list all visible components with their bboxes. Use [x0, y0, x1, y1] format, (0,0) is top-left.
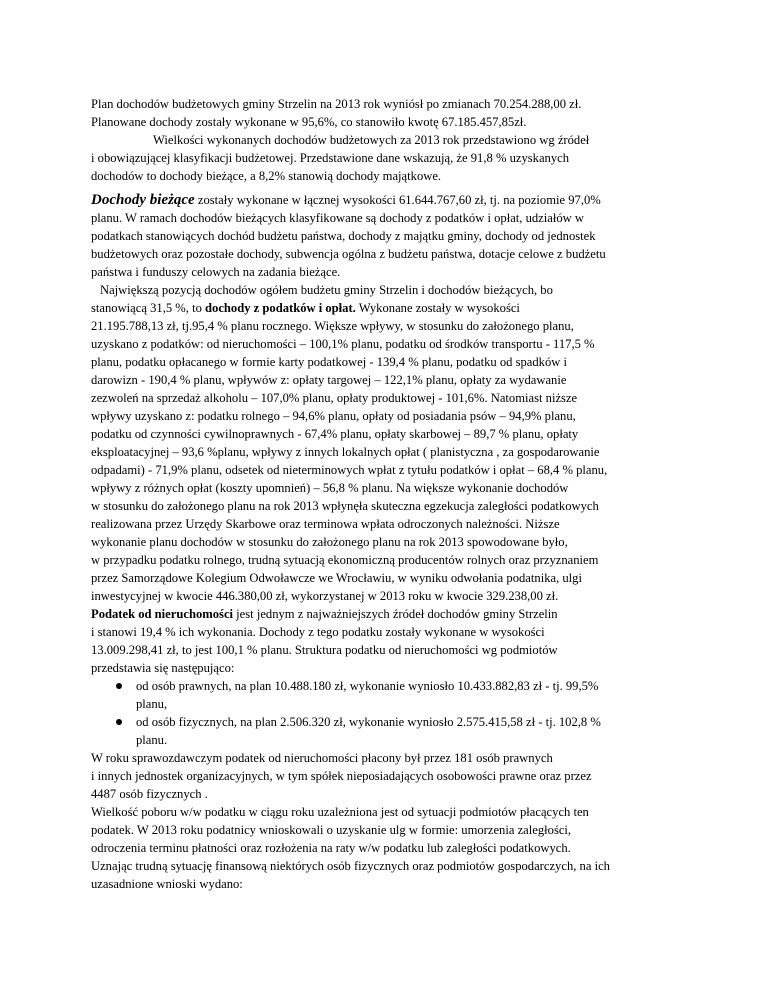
text-span: Wykonane zostały w wysokości	[355, 301, 520, 315]
bullet-icon	[116, 719, 122, 725]
text-line: Wielkości wykonanych dochodów budżetowych za 2013 rok przedstawiono wg źródeł	[153, 133, 590, 147]
list-item: planu,	[136, 697, 168, 711]
text-line: odroczenia terminu płatności oraz rozłożenia na raty w/w podatku lub zaległości podatkowych.	[91, 841, 571, 855]
text-line: przedstawia się następująco:	[91, 661, 235, 675]
text-line: 13.009.298,41 zł, to jest 100,1 % planu. Struktura podatku od nieruchomości wg podmiotów	[91, 643, 558, 657]
emphasis-text: Podatek od nieruchomości	[91, 607, 234, 621]
text-line	[91, 299, 520, 317]
bullet-icon	[116, 683, 122, 689]
text-line: Plan dochodów budżetowych gminy Strzelin na 2013 rok wyniósł po zmianach 70.254.288,00 zł.	[91, 97, 582, 111]
text-line: i innych jednostek organizacyjnych, w tym spółek nieposiadających osobowości prawne oraz przez	[91, 769, 592, 783]
text-line: Największą pozycją dochodów ogółem budżetu gminy Strzelin i dochodów bieżących, bo	[100, 283, 553, 297]
text-line: planu, podatku opłacanego w formie karty podatkowej - 139,4 % planu, podatku od spadków i	[91, 355, 568, 369]
text-line: realizowana przez Urzędy Skarbowe oraz terminowa wpłata odroczonych należności. Niższe	[91, 517, 560, 531]
list-item: od osób fizycznych, na plan 2.506.320 zł, wykonanie wyniosło 2.575.415,58 zł - tj. 102,8 %	[136, 715, 601, 729]
text-span: zostały wykonane w łącznej wysokości 61.644.767,60 zł, tj. na poziomie 97,0%	[194, 193, 601, 207]
text-line: podatkach stanowiących dochód budżetu państwa, dochody z majątku gminy, dochody od jednostek	[91, 229, 596, 243]
list-item: od osób prawnych, na plan 10.488.180 zł, wykonanie wyniosło 10.433.882,83 zł - tj. 99,5%	[136, 679, 599, 693]
text-line: budżetowych oraz pozostałe dochody, subwencja ogólna z budżetu państwa, dotacje celowe z budżetu	[91, 247, 606, 261]
text-line: wykonanie planu dochodów w stosunku do założonego planu na rok 2013 spowodowane było,	[91, 535, 568, 549]
text-line: uzasadnione wnioski wydano:	[91, 877, 243, 891]
text-line	[91, 191, 601, 209]
text-line: państwa i funduszy celowych na zadania bieżące.	[91, 265, 341, 279]
text-line: wpływy uzyskano z: podatku rolnego – 94,6% planu, opłaty od posiadania psów – 94,9% planu,	[91, 409, 576, 423]
text-line: uzyskano z podatków: od nieruchomości – 100,1% planu, podatku od środków transportu - 117,5 %	[91, 337, 595, 351]
text-line: przez Samorządowe Kolegium Odwoławcze we Wrocławiu, w wyniku odwołania podatnika, ulgi	[91, 571, 582, 585]
section-lead-heading: Dochody bieżące	[91, 192, 195, 208]
text-line: podatek. W 2013 roku podatnicy wnioskowali o uzyskanie ulg w formie: umorzenia zaległości,	[91, 823, 572, 837]
text-line: Planowane dochody zostały wykonane w 95,6%, co stanowiło kwotę 67.185.457,85zł.	[91, 115, 527, 129]
text-line: 21.195.788,13 zł, tj.95,4 % planu rocznego. Większe wpływy, w stosunku do założonego planu,	[91, 319, 574, 333]
text-line: inwestycyjnej w kwocie 446.380,00 zł, wykorzystanej w 2013 roku w kwocie 329.238,00 zł.	[91, 589, 559, 603]
text-line	[91, 605, 558, 623]
text-line: Wielkość poboru w/w podatku w ciągu roku uzależniona jest od sytuacji podmiotów płacących ten	[91, 805, 589, 819]
text-line: podatku od czynności cywilnoprawnych - 67,4% planu, opłaty skarbowej – 89,7 % planu, opłaty	[91, 427, 579, 441]
text-line: 4487 osób fizycznych .	[91, 787, 208, 801]
text-line: darowizn - 190,4 % planu, wpływów z: opłaty targowej – 122,1% planu, opłaty za wydawanie	[91, 373, 567, 387]
text-line: Uznając trudną sytuację finansową niektórych osób fizycznych oraz podmiotów gospodarczych, na ich	[91, 859, 610, 873]
text-line: zezwoleń na sprzedaż alkoholu – 107,0% planu, opłaty produktowej - 101,6%. Natomiast niższe	[91, 391, 578, 405]
list-item: planu.	[136, 733, 168, 747]
text-line: i stanowi 19,4 % ich wykonania. Dochody z tego podatku zostały wykonane w wysokości	[91, 625, 545, 639]
text-line: w stosunku do założonego planu na rok 2013 wpłynęła skuteczna egzekucja zaległości podatkowych	[91, 499, 599, 513]
text-line: dochodów to dochody bieżące, a 8,2% stanowią dochody majątkowe.	[91, 169, 442, 183]
text-line: w przypadku podatku rolnego, trudną sytuacją ekonomiczną producentów rolnych oraz przyznaniem	[91, 553, 599, 567]
text-line: planu. W ramach dochodów bieżących klasyfikowane są dochody z podatków i opłat, udziałów w	[91, 211, 584, 225]
text-span: jest jednym z najważniejszych źródeł dochodów gminy Strzelin	[233, 607, 558, 621]
text-line: wpływy z różnych opłat (koszty upomnień) – 56,8 % planu. Na większe wykonanie dochodów	[91, 481, 569, 495]
text-line: eksploatacyjnej – 93,6 %planu, wpływy z innych lokalnych opłat ( planistyczna , za gospodarowanie	[91, 445, 600, 459]
text-line: odpadami) - 71,9% planu, odsetek od nieterminowych wpłat z tytułu podatków i opłat – 68,4 % planu,	[91, 463, 608, 477]
text-line: W roku sprawozdawczym podatek od nieruchomości płacony był przez 181 osób prawnych	[91, 751, 553, 765]
text-line: i obowiązującej klasyfikacji budżetowej. Przedstawione dane wskazują, że 91,8 % uzyskanych	[91, 151, 570, 165]
text-span: stanowiącą 31,5 %, to	[91, 301, 206, 315]
emphasis-text: dochody z podatków i opłat.	[205, 301, 356, 315]
